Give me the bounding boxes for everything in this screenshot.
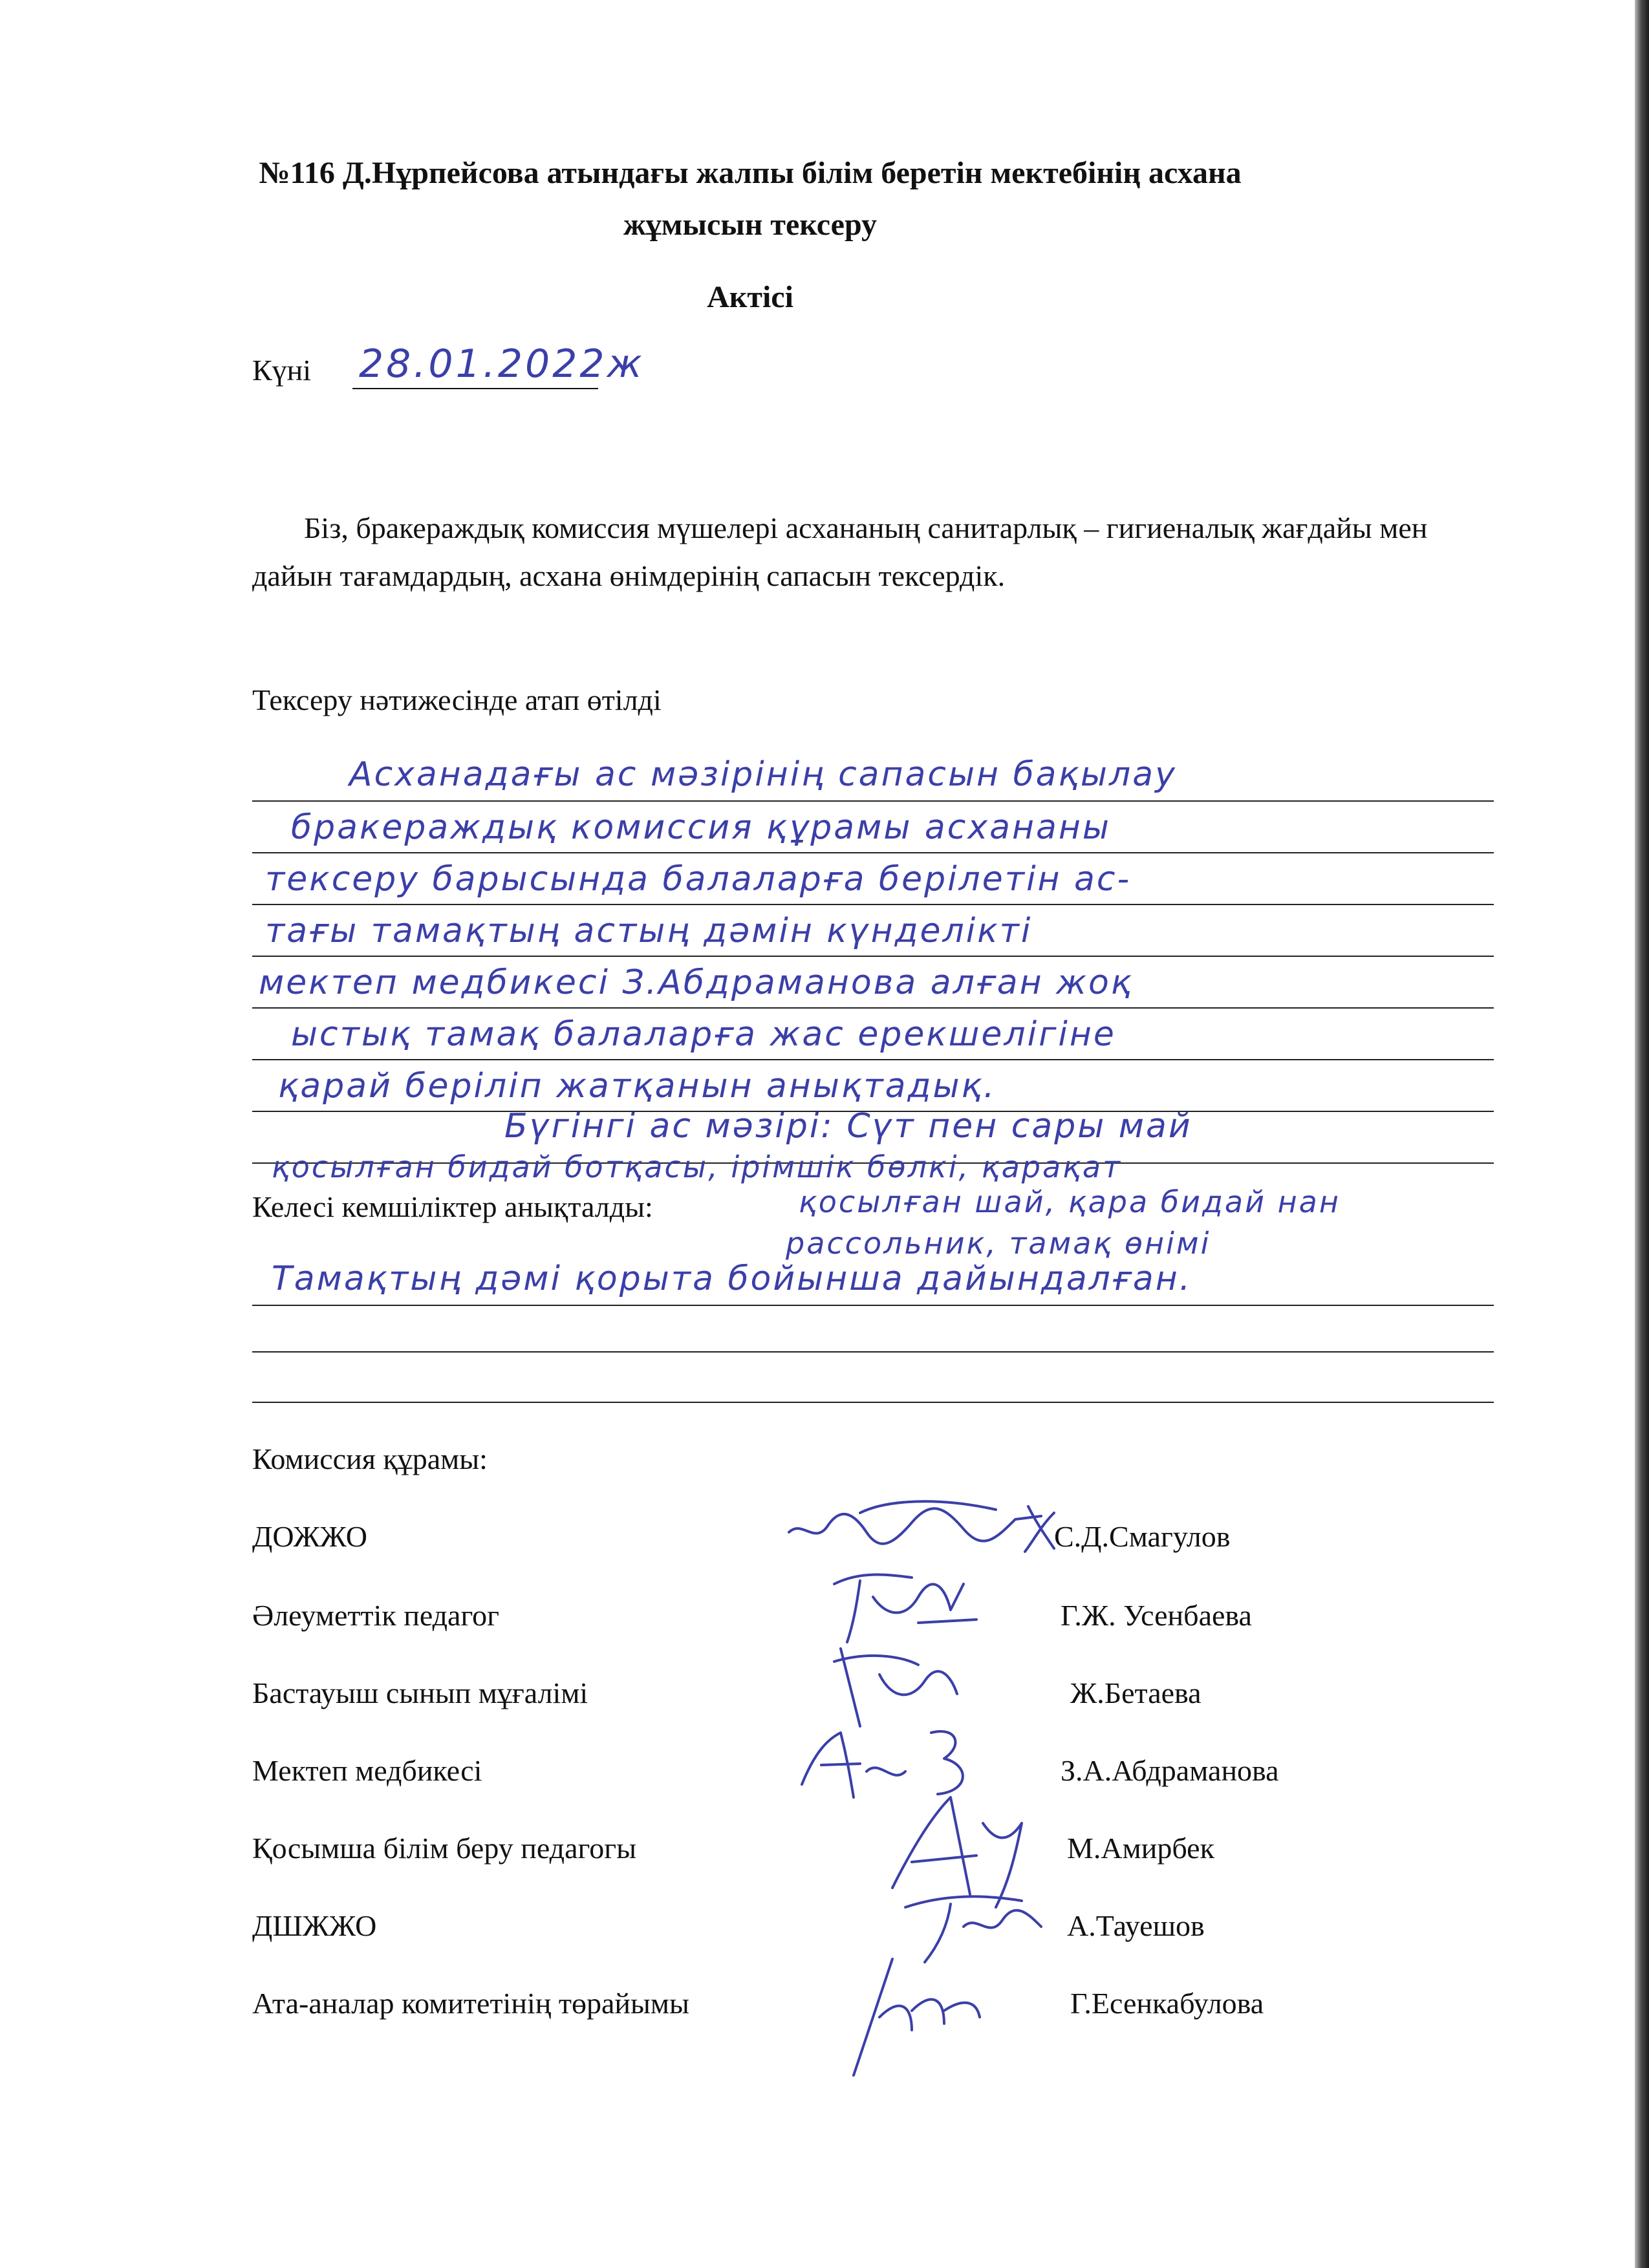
ruled-line [252, 956, 1494, 957]
signature-esenkabulova [841, 1946, 1009, 2082]
title-line-2: жұмысын тексеру [623, 208, 877, 242]
document-title [259, 147, 1242, 251]
handwritten-line: ыстық тамақ балаларға жас ерекшелігіне [291, 1015, 1116, 1054]
member-role: Әлеуметтік педагог [252, 1599, 500, 1632]
member-role: Бастауыш сынып мұғалімі [252, 1676, 588, 1709]
handwritten-line: қарай беріліп жатқанын анықтадық. [278, 1067, 997, 1106]
date-underline [352, 388, 598, 389]
date-value-handwritten: 28.01.2022ж [359, 341, 645, 387]
member-role: ДОЖЖО [252, 1520, 367, 1553]
date-label: Күні [252, 354, 312, 387]
commission-label: Комиссия құрамы: [252, 1442, 488, 1475]
member-name: Г.Есенкабулова [1070, 1987, 1264, 2020]
handwritten-line: Бүгінгі ас мәзірі: Сүт пен сары май [504, 1107, 1192, 1146]
ruled-line [252, 1351, 1494, 1353]
handwritten-line: тағы тамақтың астың дәмін күнделікті [265, 912, 1033, 950]
handwritten-line: мектеп медбикесі З.Абдраманова алған жоқ [259, 963, 1134, 1002]
member-name: А.Тауешов [1067, 1909, 1205, 1942]
handwritten-line: бракераждық комиссия құрамы асхананы [291, 808, 1111, 847]
member-role: Мектеп медбикесі [252, 1754, 482, 1787]
member-name: М.Амирбек [1067, 1832, 1214, 1865]
ruled-line [252, 904, 1494, 905]
intro-paragraph-text: Біз, бракераждық комиссия мүшелері асхананың санитарлық – гигиеналық жағдайы мен дайын тағамдардың, асхана өнімдерінің сапасын тексердік. [252, 511, 1428, 592]
handwritten-line: Асханадағы ас мәзірінің сапасын бақылау [349, 755, 1177, 794]
member-name: Г.Ж. Усенбаева [1061, 1599, 1252, 1632]
handwritten-line: рассольник, тамақ өнімі [786, 1226, 1211, 1261]
member-role: Қосымша білім беру педагогы [252, 1832, 636, 1865]
document-subtitle: Актісі [707, 280, 793, 314]
intro-paragraph [252, 504, 1513, 600]
ruled-line [252, 1007, 1494, 1009]
defects-label: Келесі кемшіліктер анықталды: [252, 1190, 660, 1224]
member-name: С.Д.Смагулов [1054, 1520, 1231, 1553]
title-line-1: №116 Д.Нұрпейсова атындағы жалпы білім беретін мектебінің асхана [259, 156, 1242, 190]
findings-label: Тексеру нәтижесінде атап өтілді [252, 683, 662, 716]
ruled-line [252, 1305, 1494, 1306]
member-role: Ата-аналар комитетінің төрайымы [252, 1987, 689, 2020]
member-name: З.А.Абдраманова [1061, 1754, 1279, 1787]
handwritten-line: қосылған бидай ботқасы, ірімшік бөлкі, қарақат [272, 1150, 1122, 1184]
member-role: ДШЖЖО [252, 1909, 377, 1942]
ruled-line [252, 800, 1494, 802]
handwritten-line: тексеру барысында балаларға берілетін ас- [265, 860, 1132, 899]
handwritten-line: қосылған шай, қара бидай нан [799, 1184, 1341, 1219]
ruled-line [252, 1402, 1494, 1403]
signature-smagulov [782, 1487, 1061, 1565]
member-name: Ж.Бетаева [1070, 1676, 1202, 1709]
handwritten-line: Тамақтың дәмі қорыта бойынша дайындалған. [272, 1259, 1192, 1298]
ruled-line [252, 852, 1494, 853]
ruled-line [252, 1059, 1494, 1060]
